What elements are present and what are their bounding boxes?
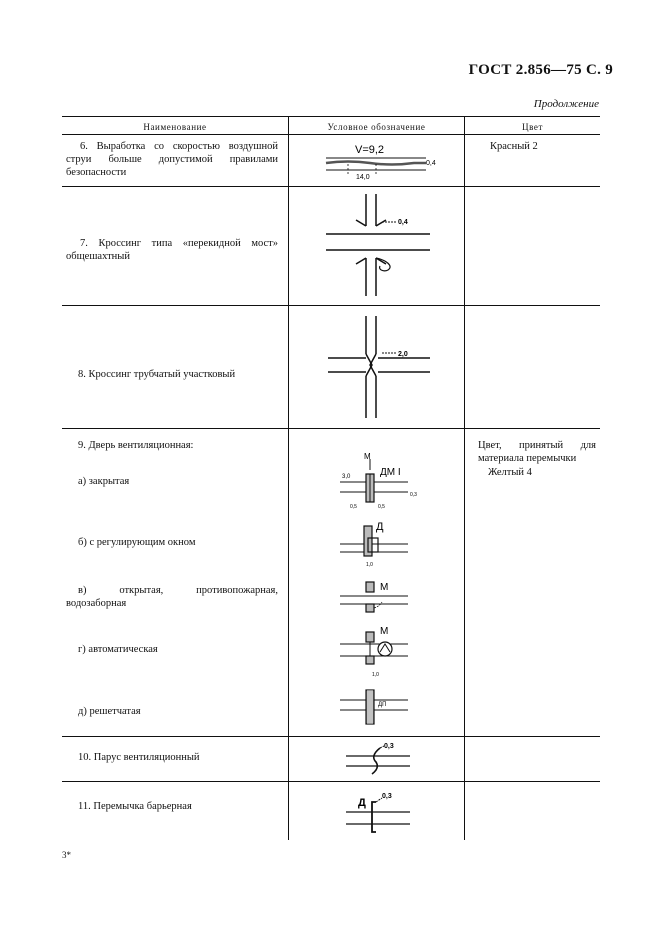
symbol-door-automatic [338,624,438,682]
document-title: ГОСТ 2.856—75 С. 9 [468,62,613,78]
dim-label: 0,3 [382,793,392,800]
row-9g-name: г) автоматическая [78,644,158,655]
column-header-color: Цвет [521,122,544,132]
barrier-letter: Д [358,797,366,809]
dim-label: 1,0 [366,562,373,568]
symbol-fast-airflow [318,140,438,184]
row-9-color: Цвет, принятый для материала перемычки [478,440,596,464]
row-7-name: 7. Кроссинг типа «перекидной мост» общешахтный [66,238,278,262]
row-8-name: 8. Кроссинг трубчатый участковый [78,369,236,380]
door-label: ДП [378,702,387,708]
symbol-door-regulating-window [338,518,438,570]
symbol-ventilation-sail [340,742,440,778]
dim-c: 0,5 [350,504,357,510]
dim-label: 0,3 [384,743,394,750]
symbol-barrier-bulkhead [340,788,440,836]
row-11-name: 11. Перемычка барьерная [78,801,192,812]
row-divider [62,186,600,187]
row-6-color: Красный 2 [490,141,538,152]
symbol-tube-crossing [322,314,442,422]
continuation-label: Продолжение [533,98,599,110]
door-letter: М [380,582,389,593]
row-10-name: 10. Парус вентиляционный [78,752,200,763]
door-letter: М [380,626,389,637]
dim-d: 0,5 [378,504,385,510]
row-divider [62,781,600,782]
symbol-door-closed [338,452,438,514]
dim-b: 14,0 [356,174,370,181]
column-divider [464,116,465,840]
row-6-name: 6. Выработка со скоростью воздушной струи больше допустимой правилами безопасности [66,141,278,178]
column-header-symbol: Условное обозначение [327,122,426,132]
row-9-color-yellow: Желтый 4 [488,467,532,478]
door-label: ДМ I [380,467,401,478]
dim-label: 1,0 [372,672,379,678]
row-divider [62,428,600,429]
table-header-border [62,134,600,135]
dim-label: 2,0 [398,351,408,358]
dim-label: 0,4 [398,219,408,226]
row-divider [62,736,600,737]
symbol-door-grated [338,686,438,732]
dim-a: 3,0 [342,474,351,480]
door-letter: М [364,452,371,461]
column-header-name: Наименование [143,122,207,132]
dim-a: 0,4 [426,160,436,167]
row-9-name: 9. Дверь вентиляционная: [78,440,194,451]
label-v: V=9,2 [355,144,385,156]
row-9v-name: в) открытая, противопожарная, водозаборная [66,585,278,609]
page-mark: 3* [62,850,71,860]
row-9b-name: б) с регулирующим окном [78,537,196,548]
column-divider [288,116,289,840]
row-9d-name: д) решетчатая [78,706,141,717]
row-divider [62,305,600,306]
row-9a-name: а) закрытая [78,476,130,487]
door-letter: Д [376,521,384,533]
table-top-border [62,116,600,117]
symbol-door-open [338,578,438,616]
symbol-bridge-crossing [322,192,442,300]
dim-b: 0,3 [410,492,417,498]
